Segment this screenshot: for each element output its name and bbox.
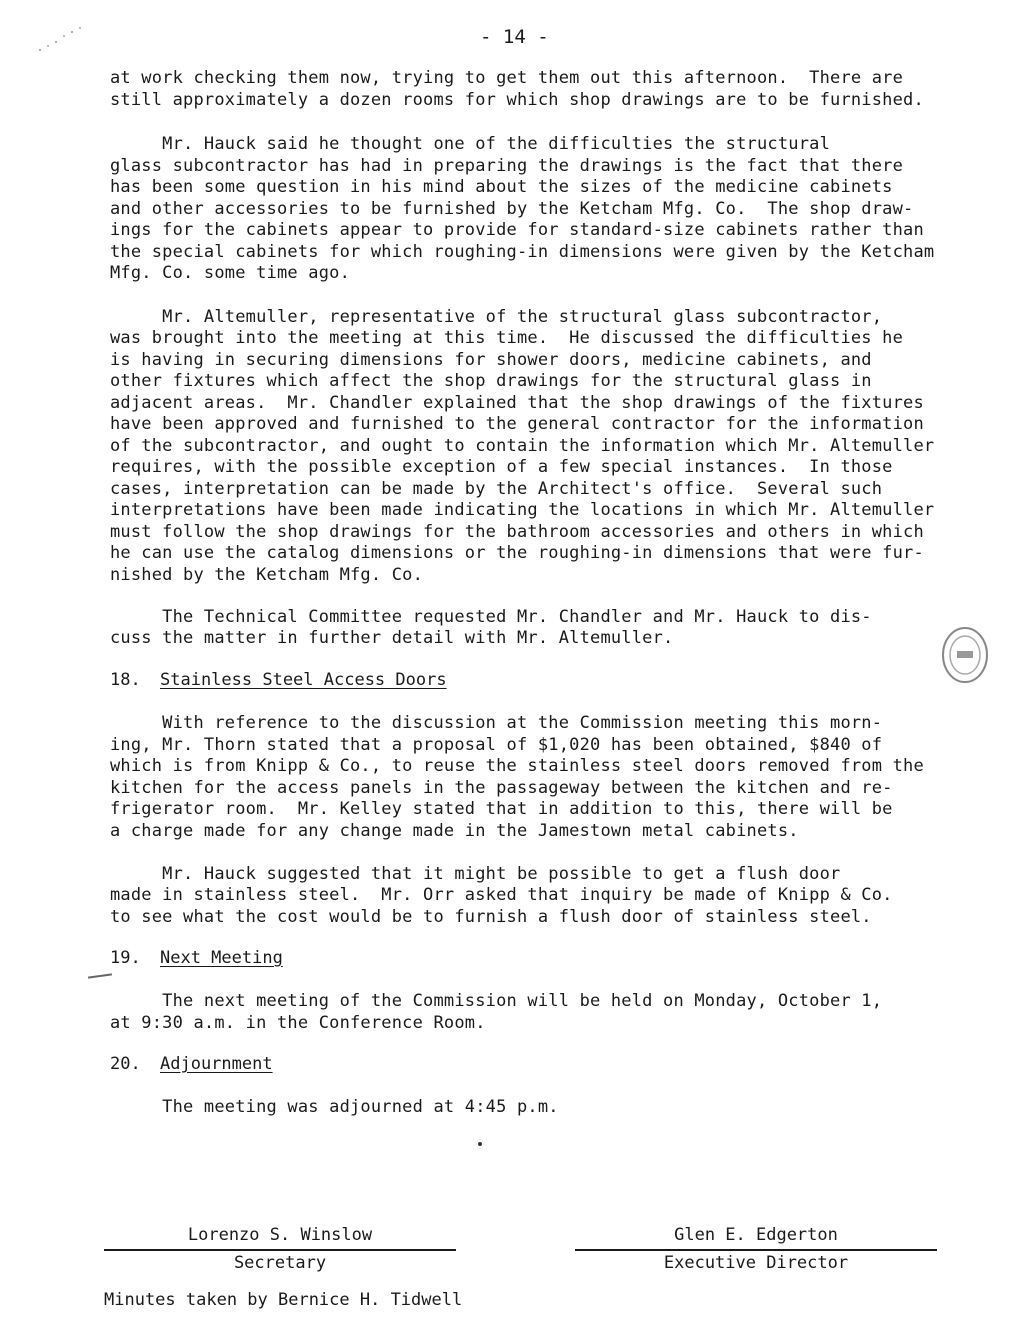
section-title: Adjournment — [160, 1054, 273, 1074]
section-title: Next Meeting — [160, 948, 283, 968]
text-line: at work checking them now, trying to get them out this afternoon. There are — [110, 68, 904, 88]
text-line: cuss the matter in further detail with Mr. Altemuller. — [110, 628, 674, 648]
margin-mark — [88, 973, 112, 978]
signature-title: Executive Director — [663, 1253, 849, 1273]
text-line: and other accessories to be furnished by the Ketcham Mfg. Co. The shop draw- — [110, 199, 914, 219]
text-line: With reference to the discussion at the Commission meeting this morn- — [110, 713, 883, 733]
text-line: still approximately a dozen rooms for which shop drawings are to be furnished. — [110, 90, 924, 110]
signature-executive-director — [575, 1225, 937, 1273]
text-line: kitchen for the access panels in the passageway between the kitchen and re- — [110, 778, 893, 798]
text-line: to see what the cost would be to furnish a flush door of stainless steel. — [110, 907, 872, 927]
text-line: The Technical Committee requested Mr. Chandler and Mr. Hauck to dis- — [110, 607, 872, 627]
text-line: must follow the shop drawings for the bathroom accessories and others in which — [110, 522, 924, 542]
section-heading-18 — [110, 670, 447, 690]
text-line: Mr. Altemuller, representative of the structural glass subcontractor, — [110, 307, 883, 327]
section-number: 20. — [110, 1054, 141, 1074]
text-line: he can use the catalog dimensions or the roughing-in dimensions that were fur- — [110, 543, 924, 563]
signature-name: Glen E. Edgerton — [575, 1225, 937, 1251]
text-line: at 9:30 a.m. in the Conference Room. — [110, 1013, 486, 1033]
text-line: other fixtures which affect the shop drawings for the structural glass in — [110, 371, 872, 391]
signature-secretary — [104, 1225, 456, 1273]
text-line: cases, interpretation can be made by the Architect's office. Several such — [110, 479, 883, 499]
text-line: ing, Mr. Thorn stated that a proposal of $1,020 has been obtained, $840 of — [110, 735, 883, 755]
text-line: adjacent areas. Mr. Chandler explained that the shop drawings of the fixtures — [110, 393, 924, 413]
section-number: 19. — [110, 948, 141, 968]
text-line: of the subcontractor, and ought to contain the information which Mr. Altemuller — [110, 436, 935, 456]
page-number: - 14 - — [480, 26, 549, 48]
section-number: 18. — [110, 670, 141, 690]
signature-title: Secretary — [233, 1253, 327, 1273]
section-heading-20 — [110, 1054, 273, 1074]
text-line: the special cabinets for which roughing-in dimensions were given by the Ketcham — [110, 242, 935, 262]
text-line: frigerator room. Mr. Kelley stated that in addition to this, there will be — [110, 799, 893, 819]
text-line: ings for the cabinets appear to provide for standard-size cabinets rather than — [110, 220, 924, 240]
text-line: have been approved and furnished to the general contractor for the information — [110, 414, 924, 434]
text-line: has been some question in his mind about the sizes of the medicine cabinets — [110, 177, 893, 197]
section-title: Stainless Steel Access Doors — [160, 670, 447, 690]
text-line: interpretations have been made indicating the locations in which Mr. Altemuller — [110, 500, 935, 520]
text-line: requires, with the possible exception of a few special instances. In those — [110, 457, 893, 477]
text-line: The meeting was adjourned at 4:45 p.m. — [110, 1097, 559, 1117]
text-line: a charge made for any change made in the Jamestown metal cabinets. — [110, 821, 799, 841]
archive-stamp — [940, 625, 990, 685]
text-line: is having in securing dimensions for shower doors, medicine cabinets, and — [110, 350, 872, 370]
text-line: which is from Knipp & Co., to reuse the stainless steel doors removed from the — [110, 756, 924, 776]
text-line: glass subcontractor has had in preparing the drawings is the fact that there — [110, 156, 904, 176]
signature-name: Lorenzo S. Winslow — [104, 1225, 456, 1251]
text-line: Mr. Hauck suggested that it might be possible to get a flush door — [110, 864, 841, 884]
scan-specks — [30, 20, 90, 60]
minutes-taken-by: Minutes taken by Bernice H. Tidwell — [104, 1290, 463, 1310]
text-line: made in stainless steel. Mr. Orr asked that inquiry be made of Knipp & Co. — [110, 885, 893, 905]
section-heading-19 — [110, 948, 283, 968]
text-line: The next meeting of the Commission will be held on Monday, October 1, — [110, 991, 883, 1011]
text-line: Mr. Hauck said he thought one of the difficulties the structural — [110, 134, 831, 154]
ink-dot — [478, 1142, 482, 1146]
text-line: nished by the Ketcham Mfg. Co. — [110, 565, 424, 585]
text-line: Mfg. Co. some time ago. — [110, 263, 351, 283]
text-line: was brought into the meeting at this time. He discussed the difficulties he — [110, 328, 904, 348]
